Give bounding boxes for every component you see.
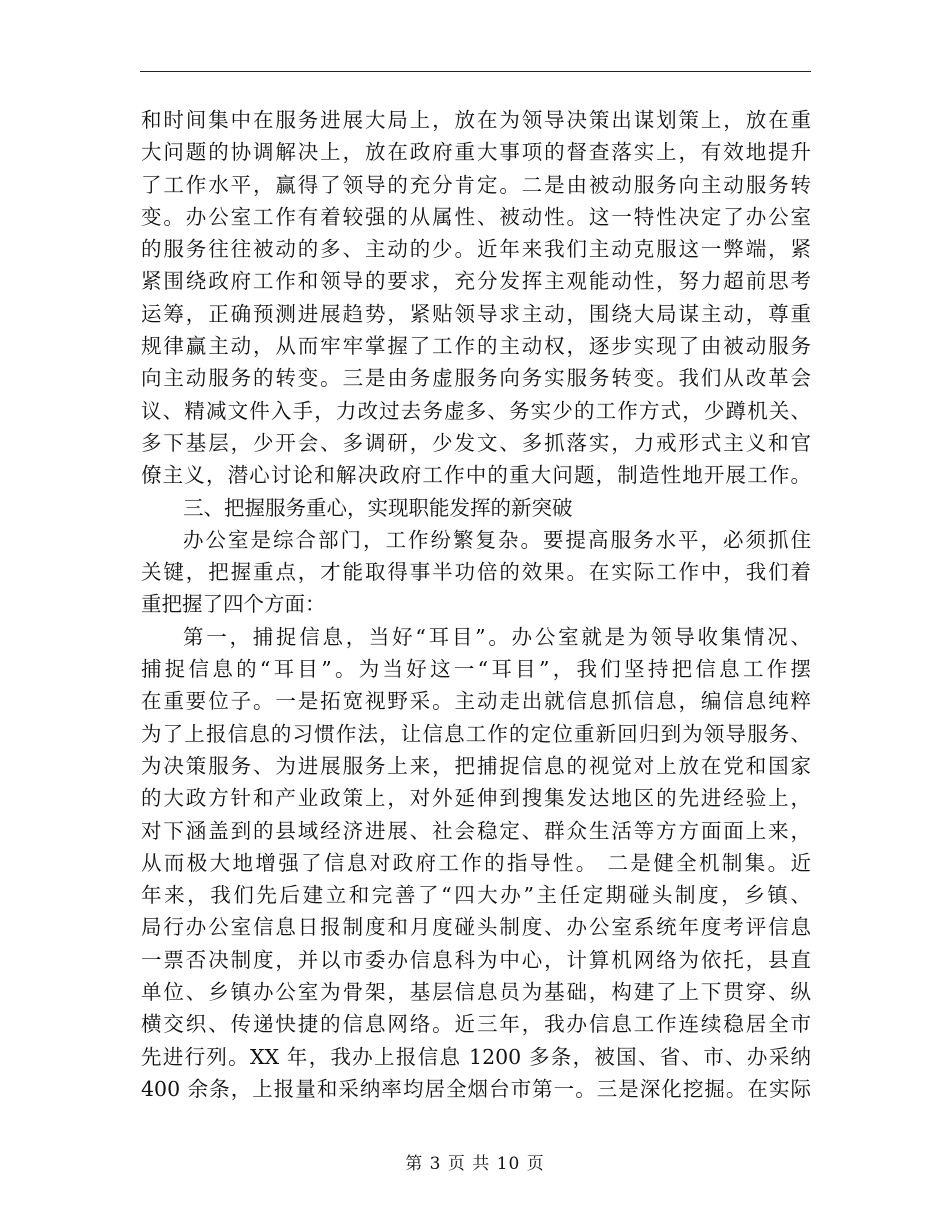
text-line: 横交织、传递快捷的信息网络。近三年，我办信息工作连续稳居全市 — [141, 1012, 811, 1037]
text-line: 运筹，正确预测进展趋势，紧贴领导求主动，围绕大局谋主动，尊重 — [141, 301, 811, 326]
text-line: 在重要位子。一是拓宽视野采。主动走出就信息抓信息，编信息纯粹 — [141, 689, 811, 714]
text-line: 办公室是综合部门，工作纷繁复杂。要提高服务水平，必须抓住 — [183, 527, 811, 552]
text-line: 400 余条，上报量和采纳率均居全烟台市第一。三是深化挖掘。在实际 — [141, 1076, 811, 1101]
text-line: 规律赢主动，从而牢牢掌握了工作的主动权，逐步实现了由被动服务 — [141, 334, 811, 359]
page-number: 第 3 页 共 10 页 — [405, 1154, 545, 1174]
text-line: 的大政方针和产业政策上，对外延伸到搜集发达地区的先进经验上， — [141, 786, 811, 811]
text-line: 大问题的协调解决上，放在政府重大事项的督查落实上，有效地提升 — [141, 140, 811, 165]
text-line: 的服务往往被动的多、主动的少。近年来我们主动克服这一弊端，紧 — [141, 237, 811, 262]
text-line: 先进行列。XX 年，我办上报信息 1200 多条，被国、省、市、办采纳 — [141, 1044, 811, 1069]
text-line: 第一，捕捉信息，当好“耳目”。办公室就是为领导收集情况、 — [183, 624, 811, 649]
text-line: 捕捉信息的“耳目”。为当好这一“耳目”，我们坚持把信息工作摆 — [141, 657, 811, 682]
text-line: 变。办公室工作有着较强的从属性、被动性。这一特性决定了办公室 — [141, 204, 811, 229]
text-line: 了工作水平，赢得了领导的充分肯定。二是由被动服务向主动服务转 — [141, 172, 811, 197]
text-line: 对下涵盖到的县域经济进展、社会稳定、群众生活等方方面面上来， — [141, 818, 811, 843]
header-rule — [140, 71, 811, 72]
text-line: 年来，我们先后建立和完善了“四大办”主任定期碰头制度，乡镇、 — [141, 883, 811, 908]
text-line: 从而极大地增强了信息对政府工作的指导性。 二是健全机制集。近 — [141, 850, 811, 875]
text-line: 多下基层，少开会、多调研，少发文、多抓落实，力戒形式主义和官 — [141, 430, 811, 455]
text-line: 三、把握服务重心，实现职能发挥的新突破 — [183, 495, 573, 520]
text-line: 议、精减文件入手，力改过去务虚多、务实少的工作方式，少蹲机关、 — [141, 398, 811, 423]
text-line: 重把握了四个方面： — [141, 592, 326, 617]
body-text — [141, 104, 811, 1105]
text-line: 向主动服务的转变。三是由务虚服务向务实服务转变。我们从改革会 — [141, 366, 811, 391]
text-line: 为了上报信息的习惯作法，让信息工作的定位重新回归到为领导服务、 — [141, 721, 811, 746]
text-line: 和时间集中在服务进展大局上，放在为领导决策出谋划策上，放在重 — [141, 108, 811, 132]
text-line: 单位、乡镇办公室为骨架，基层信息员为基础，构建了上下贯穿、纵 — [141, 980, 811, 1005]
text-line: 为决策服务、为进展服务上来，把捕捉信息的视觉对上放在党和国家 — [141, 753, 811, 778]
text-line: 紧围绕政府工作和领导的要求，充分发挥主观能动性，努力超前思考 — [141, 269, 811, 294]
text-line: 关键，把握重点，才能取得事半功倍的效果。在实际工作中，我们着 — [141, 560, 811, 585]
text-line: 局行办公室信息日报制度和月度碰头制度、办公室系统年度考评信息 — [141, 915, 811, 940]
text-line: 僚主义，潜心讨论和解决政府工作中的重大问题，制造性地开展工作。 — [141, 463, 811, 488]
text-line: 一票否决制度，并以市委办信息科为中心，计算机网络为依托，县直 — [141, 947, 811, 972]
